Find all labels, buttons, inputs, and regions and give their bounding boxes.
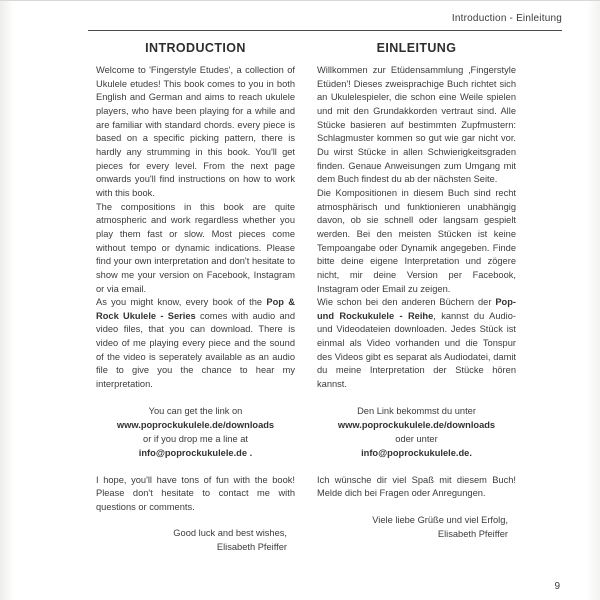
column-english <box>96 41 295 555</box>
text-run: As you might know, every book of the <box>96 297 267 308</box>
column-german <box>317 41 516 555</box>
author-name: Elisabeth Pfeiffer <box>437 528 508 539</box>
link-alt-text: oder unter <box>395 433 438 444</box>
download-link-block <box>317 405 516 461</box>
paragraph: Willkommen zur Etüdensammlung ‚Fingerstyle Etüden'! Dieses zweisprachige Buch richtet sich an Ukulelespieler, die schon eine Weile spielen und mit den Grundakkorden vertraut sind. Alle Stücke basieren auf bestimmten Zupfmustern: Schlagmuster kommen so gut wie gar nicht vor. Du wirst Stücke in allen Schwierigkeitsgraden finden. Genaue Anweisungen zum Umgang mit dem Buch findest du ab der nächsten Seite. <box>317 65 516 185</box>
paragraph <box>96 296 295 392</box>
signoff-line: Good luck and best wishes, <box>173 528 287 539</box>
text-run: , kannst du Audio- und Videodateien downloaden. Jedes Stück ist einmal als Video vorhanden und die Tonspur des Videos gibt es separat als Audiodatei, damit du meine Interpretation der Stücke hören kannst. <box>317 310 516 390</box>
running-header <box>88 13 562 24</box>
paragraph: Die Kompositionen in diesem Buch sind recht atmosphärisch und funktionieren unabhängig davon, ob sie schnell oder langsam gespielt werden. Bei den meisten Stücken ist keine Tempoangabe oder Dynamik angegeben. Finde bitte deine eigene Interpretation und zögere nicht, mir deine Version per Facebook, Instagram oder Email zu zeigen. <box>317 187 516 294</box>
author-name: Elisabeth Pfeiffer <box>216 542 287 553</box>
text-run-bold: Pop- und Rockukulele - Reihe <box>317 297 516 321</box>
contact-email: info@poprockukulele.de. <box>361 447 472 458</box>
text-run: Wie schon bei den anderen Büchern der <box>317 297 496 308</box>
header-title: Introduction - Einleitung <box>451 13 562 24</box>
download-url: www.poprockukulele.de/downloads <box>337 419 496 430</box>
paragraph: Welcome to 'Fingerstyle Etudes', a collection of Ukulele etudes! This book comes to you in both English and German and aims to reach ukulele players, who have been playing for a while and are familiar with standard chords. every piece is based on a specific picking pattern, there is hardly any strumming in this book. You'll get pieces for every level. From the next page onwards you'll find instructions on how to work with this book. <box>96 65 295 198</box>
link-intro-text: Den Link bekommst du unter <box>357 405 476 416</box>
text-run: comes with audio and video files, that you can download. There is video of me playing every piece and the sound of the video is seperately available as an audio file to give you the chance to hear my interpretation. <box>96 310 295 390</box>
paragraph: The compositions in this book are quite atmospheric and work regardless whether you play them fast or slow. Most pieces come without tempo or dynamic indications. Please find your own interpretation and don't hesitate to show me your version on Facebook, Instagram or via email. <box>96 201 295 294</box>
download-link-block <box>96 405 295 461</box>
link-intro-text: You can get the link on <box>148 405 243 416</box>
text-run-bold: Pop & Rock Ukulele - Series <box>96 297 295 321</box>
column-heading-german: EINLEITUNG <box>376 41 457 55</box>
paragraph: I hope, you'll have tons of fun with the book! Please don't hesitate to contact me with questions or comments. <box>96 474 295 512</box>
page-number: 9 <box>554 581 560 592</box>
header-rule <box>88 30 562 31</box>
paragraph: Ich wünsche dir viel Spaß mit diesem Buch! Melde dich bei Fragen oder Anregungen. <box>317 474 516 499</box>
column-heading-english: INTRODUCTION <box>145 41 246 55</box>
link-alt-text: or if you drop me a line at <box>143 433 248 444</box>
contact-email: info@poprockukulele.de . <box>138 447 253 458</box>
download-url: www.poprockukulele.de/downloads <box>116 419 275 430</box>
signoff-line: Viele liebe Grüße und viel Erfolg, <box>372 514 508 525</box>
paragraph <box>317 296 516 392</box>
signoff <box>96 527 295 555</box>
two-column-layout <box>96 41 516 555</box>
signoff <box>317 514 516 542</box>
